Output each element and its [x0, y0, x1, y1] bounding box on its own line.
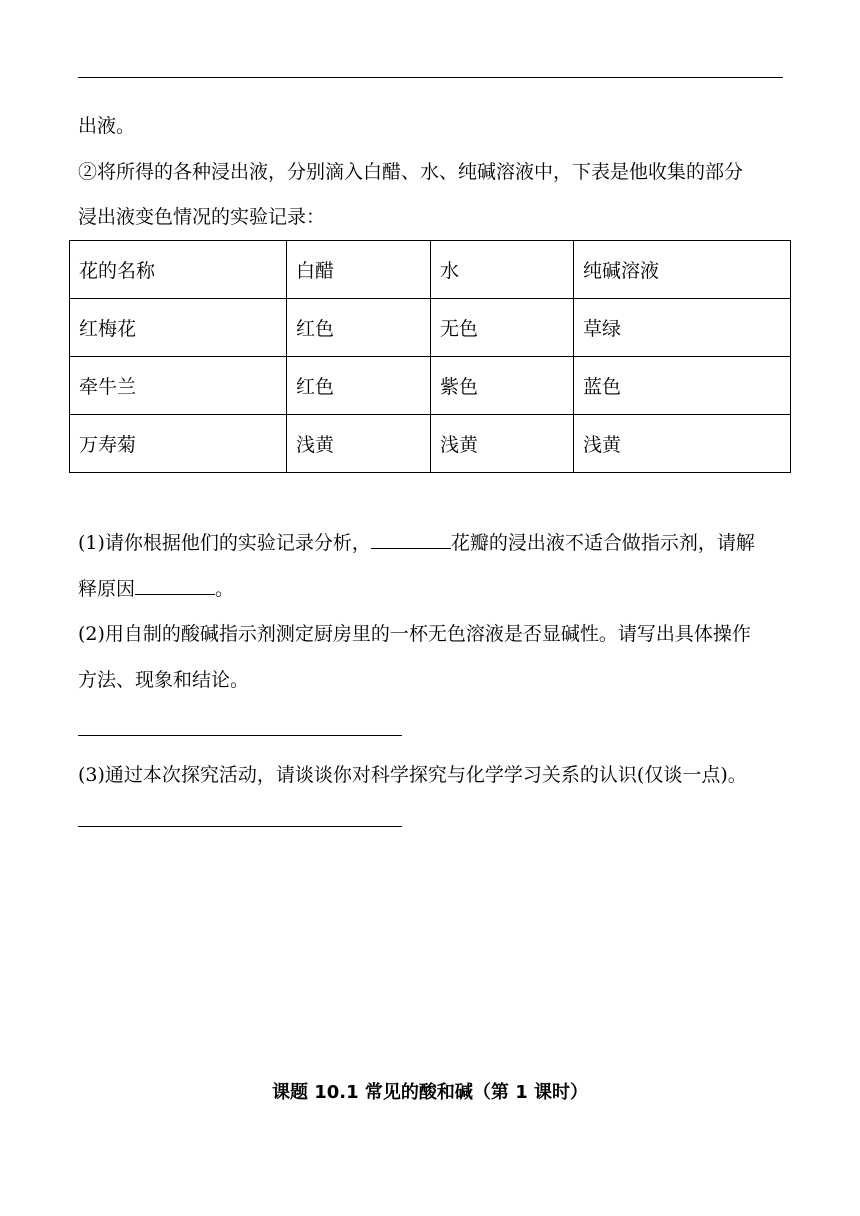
- question-3-line-1: (3)通过本次探究活动，请谈谈你对科学探究与化学学习关系的认识(仅谈一点)。: [78, 764, 747, 786]
- table-header-cell: 水: [431, 241, 574, 299]
- table-row: [70, 299, 791, 357]
- table-cell: 蓝色: [574, 357, 791, 415]
- table-cell: 红梅花: [70, 299, 287, 357]
- question-1-text: (1)请你根据他们的实验记录分析，: [78, 532, 371, 554]
- text-line-2: ②将所得的各种浸出液，分别滴入白醋、水、纯碱溶液中，下表是他收集的部分: [78, 161, 744, 183]
- table-header-row: [70, 241, 791, 299]
- experiment-table: [69, 240, 791, 473]
- answer-line-q3[interactable]: [78, 826, 402, 827]
- table-row: [70, 357, 791, 415]
- answer-blank[interactable]: [135, 576, 215, 595]
- answer-blank[interactable]: [371, 530, 451, 549]
- table-cell: 浅黄: [431, 415, 574, 473]
- question-1-text: 花瓣的浸出液不适合做指示剂，请解: [450, 532, 755, 554]
- question-1-line-2: [78, 576, 234, 602]
- table-header-cell: 花的名称: [70, 241, 287, 299]
- table-row: [70, 415, 791, 473]
- question-1-text: 。: [215, 578, 235, 600]
- table-cell: 紫色: [431, 357, 574, 415]
- table-cell: 无色: [431, 299, 574, 357]
- table-header-cell: 白醋: [287, 241, 431, 299]
- question-2-line-2: 方法、现象和结论。: [78, 669, 250, 691]
- text-line-1: 出液。: [78, 115, 136, 137]
- table-cell: 万寿菊: [70, 415, 287, 473]
- text-line-3: 浸出液变色情况的实验记录：: [78, 206, 326, 228]
- question-1-line-1: [78, 530, 755, 556]
- table-cell: 浅黄: [287, 415, 431, 473]
- table-cell: 牵牛兰: [70, 357, 287, 415]
- table-cell: 红色: [287, 299, 431, 357]
- header-rule: [78, 77, 783, 78]
- answer-line-q2[interactable]: [78, 735, 402, 736]
- table-header-cell: 纯碱溶液: [574, 241, 791, 299]
- question-1-text: 释原因: [78, 578, 136, 600]
- table-cell: 草绿: [574, 299, 791, 357]
- lesson-title: 课题 10.1 常见的酸和碱（第 1 课时）: [271, 1082, 588, 1103]
- question-2-line-1: (2)用自制的酸碱指示剂测定厨房里的一杯无色溶液是否显碱性。请写出具体操作: [78, 623, 751, 645]
- table-cell: 红色: [287, 357, 431, 415]
- table-cell: 浅黄: [574, 415, 791, 473]
